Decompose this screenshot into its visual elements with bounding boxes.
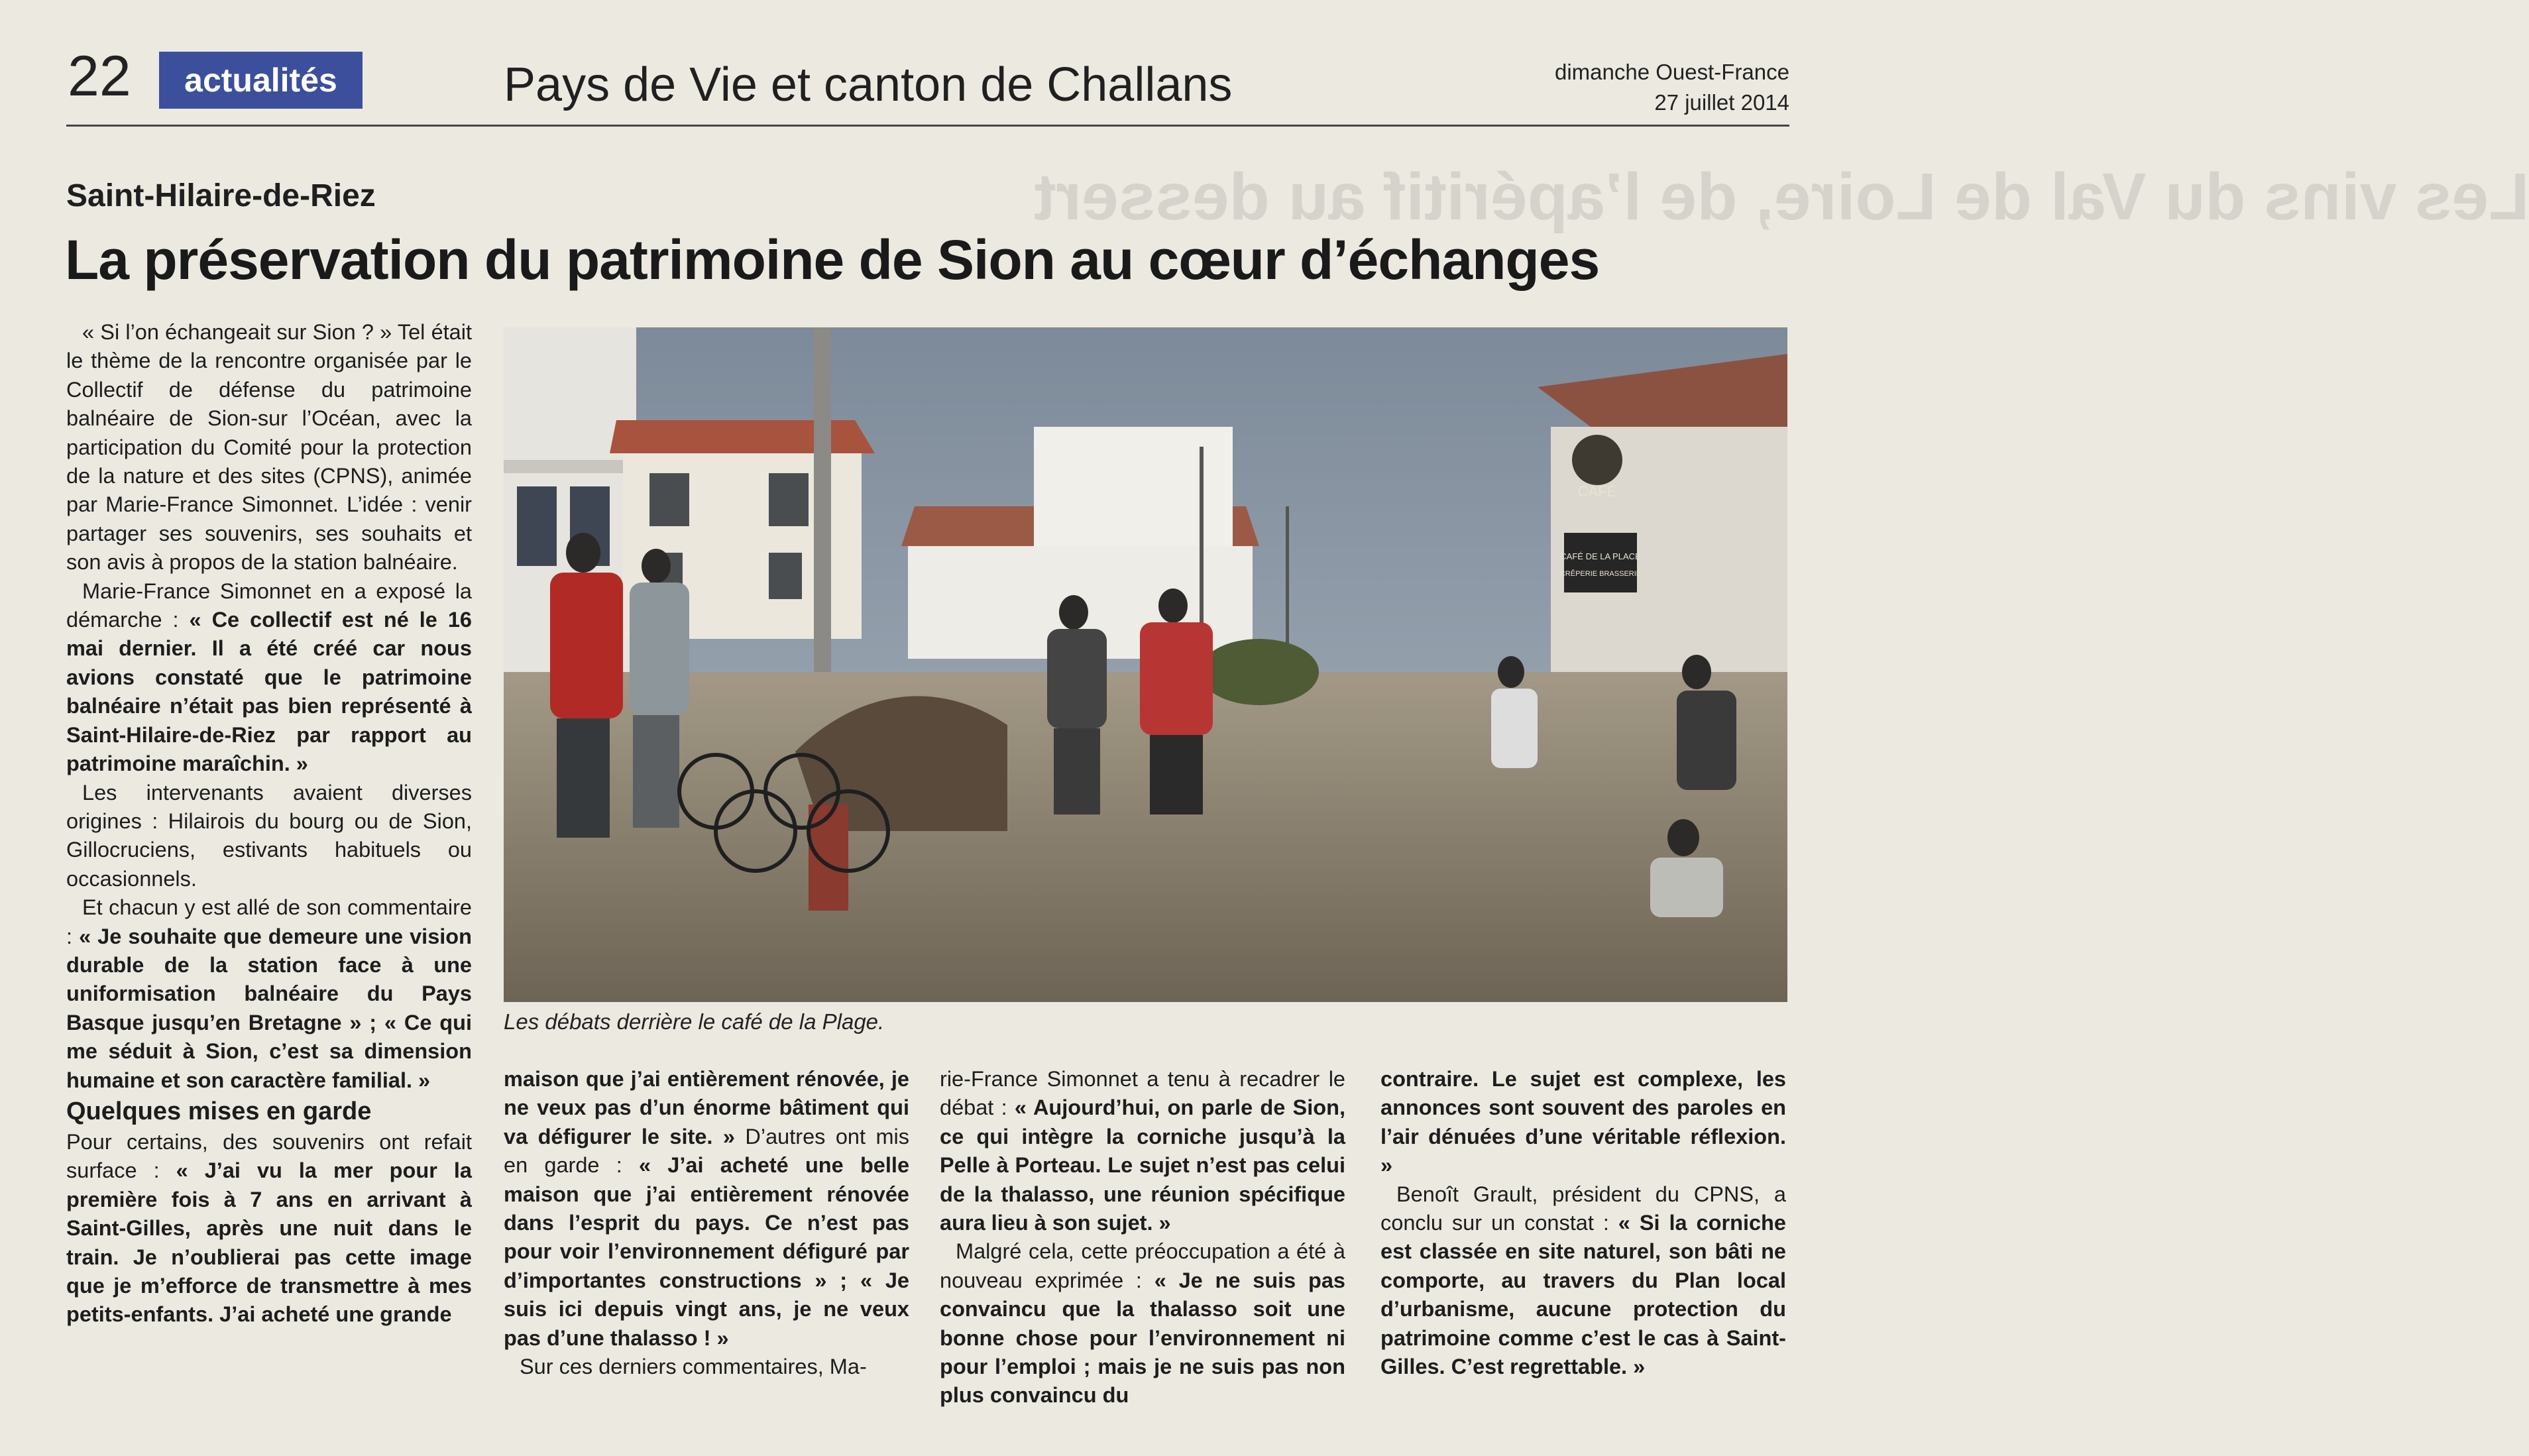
cafe-sign: CAFÉ [1577,483,1617,500]
region-heading: Pays de Vie et canton de Challans [504,58,1233,111]
text-run: Benoît Grault, président du CPNS, a conclu sur un constat : [1380,1182,1786,1235]
subheading: Quelques mises en garde [66,1097,372,1125]
quote: « J’ai acheté une belle maison que j’ai entièrement rénovée dans l’esprit du pays. Ce n’est pas pour voir l’environnement défiguré par d’importantes constructions » ; « Je suis ici depuis vingt ans, je ne veux pas d’une thalasso ! » [504,1153,910,1350]
paragraph: « Si l’on échangeait sur Sion ? » Tel était le thème de la rencontre organisée par le Collectif de défense du patrimoine balnéaire de Sion-sur l’Océan, avec la participation du Comité pour la protection de la nature et des sites (CPNS), animée par Marie-France Simonnet. L’idée : venir partager ses souvenirs, ses souhaits et son avis à propos de la station balnéaire. [66,320,472,575]
article-column-3 [940,1065,1345,1410]
paragraph: Sur ces derniers commentaires, Ma- [520,1355,867,1379]
article-title: La préservation du patrimoine de Sion au cœur d’échanges [65,229,1600,291]
paragraph [66,1128,472,1329]
quote: contraire. Le sujet est complexe, les annonces sont souvent des paroles en l’air dénuées d’une véritable réflexion. » [1380,1067,1786,1178]
paragraph [504,1065,909,1353]
paragraph: Les intervenants avaient diverses origines : Hilairois du bourg ou de Sion, Gillocruciens, estivants habituels ou occasionnels. [66,780,472,891]
quote: « Si la corniche est classée en site naturel, son bâti ne comporte, au travers du Plan local d’urbanisme, aucune protection du patrimoine comme c’est le cas à Saint-Gilles. C’est regrettable. » [1380,1211,1786,1379]
paragraph [66,893,472,1095]
text-run: Et chacun y est allé de son commentaire : [66,895,472,948]
article-column-4 [1380,1065,1786,1381]
text-run: Malgré cela, cette préoccupation a été à nouveau exprimée : [940,1239,1345,1292]
quote: « Ce collectif est né le 16 mai dernier. Il a été créé car nous avions constaté que le patrimoine balnéaire n’était pas bien représenté à Saint-Hilaire-de-Riez par rapport au patrimoine maraîchin. » [66,608,472,776]
text-run: Pour certains, des souvenirs ont refait surface : [66,1129,472,1183]
text-run: Marie-France Simonnet en a exposé la démarche : [66,579,472,632]
cafe-board: CAFÉ DE LA PLACE [1560,551,1641,561]
paragraph [1380,1065,1786,1180]
dateline-publication: dimanche Ouest-France [1555,60,1789,84]
quote: « Je souhaite que demeure une vision durable de la station face à une uniformisation balnéaire du Pays Basque jusqu’en Bretagne » ; « Ce qui me séduit à Sion, c’est sa dimension humaine et son caractère familial. » [66,924,473,1092]
paragraph [1380,1180,1786,1382]
quote: maison que j’ai entièrement rénovée, je ne veux pas d’un énorme bâtiment qui va défigurer le site. » [504,1067,909,1148]
cafe-board-sub: CRÊPERIE BRASSERIE [1559,570,1642,578]
text-run: rie-France Simonnet a tenu à recadrer le débat : [940,1067,1345,1120]
section-rubric: actualités [159,52,363,109]
paragraph [940,1065,1345,1237]
quote: « J’ai vu la mer pour la première fois à 7 ans en arrivant à Saint-Gilles, après une nuit dans le train. Je n’oublierai pas cette image que je m’efforce de transmettre à mes petits-enfants. J’ai acheté une grande [66,1158,472,1327]
dateline [1555,57,1789,118]
header-rule [66,125,1789,127]
quote: « Je ne suis pas convaincu que la thalasso soit une bonne chose pour l’environnement ni pour l’emploi ; mais je ne suis pas non plus convaincu du [940,1268,1345,1408]
text-run: D’autres ont mis en garde : [504,1124,909,1178]
article-photo [504,327,1787,1002]
article-column-1 [66,318,472,1329]
paragraph [66,577,472,779]
bleed-through-text: Les vins du Val de Loire, de l’apéritif au dessert [1034,160,2529,234]
photo-illustration [504,327,1787,1002]
quote: « Aujourd’hui, on parle de Sion, ce qui intègre la corniche jusqu’à la Pelle à Porteau. Le sujet n’est pas celui de la thalasso, une réunion spécifique aura lieu à son sujet. » [940,1095,1346,1235]
page-number: 22 [68,44,131,108]
article-column-2 [504,1065,909,1381]
dateline-date: 27 juillet 2014 [1654,90,1789,115]
article-kicker: Saint-Hilaire-de-Riez [66,178,376,213]
paragraph [940,1237,1345,1410]
photo-caption: Les débats derrière le café de la Plage. [504,1009,885,1034]
